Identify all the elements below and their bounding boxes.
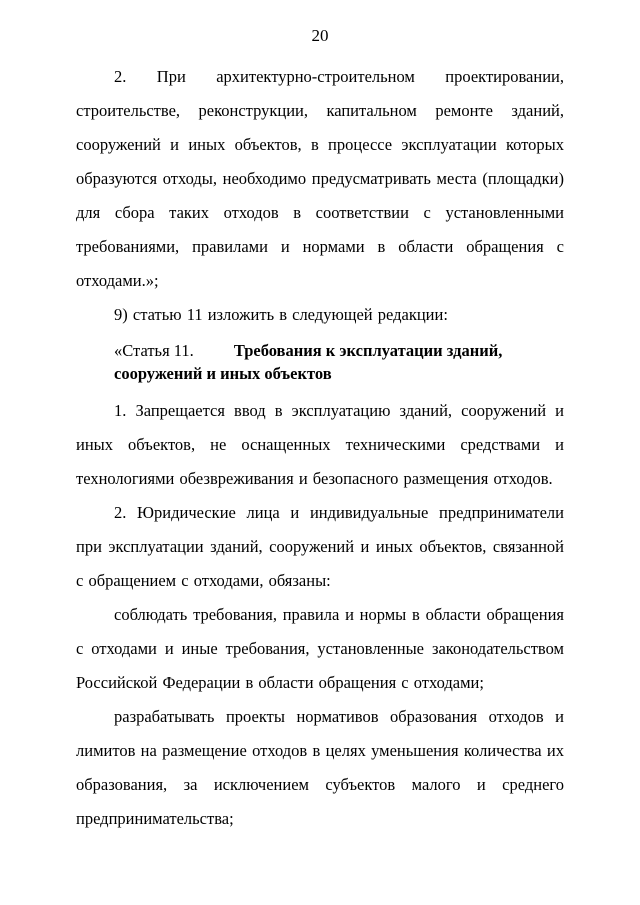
article-title: Требования к эксплуатации зданий, сооружений и иных объектов bbox=[114, 341, 503, 383]
paragraph: разрабатывать проекты нормативов образования отходов и лимитов на размещение отходов в целях уменьшения количества их образования, за исключением субъектов малого и среднего предпринимательства; bbox=[76, 707, 564, 828]
article-number-label: «Статья 11. bbox=[114, 341, 194, 360]
paragraph: 2. Юридические лица и индивидуальные предприниматели при эксплуатации зданий, сооружений и иных объектов, связанной с обращением с отходами, обязаны: bbox=[76, 503, 564, 590]
paragraph: 1. Запрещается ввод в эксплуатацию зданий, сооружений и иных объектов, не оснащенных техническими средствами и технологиями обезвреживания и безопасного размещения отходов. bbox=[76, 401, 564, 488]
paragraph: соблюдать требования, правила и нормы в области обращения с отходами и иные требования, установленные законодательством Российской Федерации в области обращения с отходами; bbox=[76, 605, 564, 692]
article-heading bbox=[114, 339, 564, 385]
page-number: 20 bbox=[311, 26, 329, 45]
paragraph: 2. При архитектурно-строительном проектировании, строительстве, реконструкции, капитальном ремонте зданий, сооружений и иных объектов, в процессе эксплуатации которых образуются отходы, необходимо предусматривать места (площадки) для сбора таких отходов в соответствии с установленными требованиями, правилами и нормами в области обращения с отходами.»; bbox=[76, 67, 564, 290]
paragraph: 9) статью 11 изложить в следующей редакции: bbox=[114, 305, 448, 324]
